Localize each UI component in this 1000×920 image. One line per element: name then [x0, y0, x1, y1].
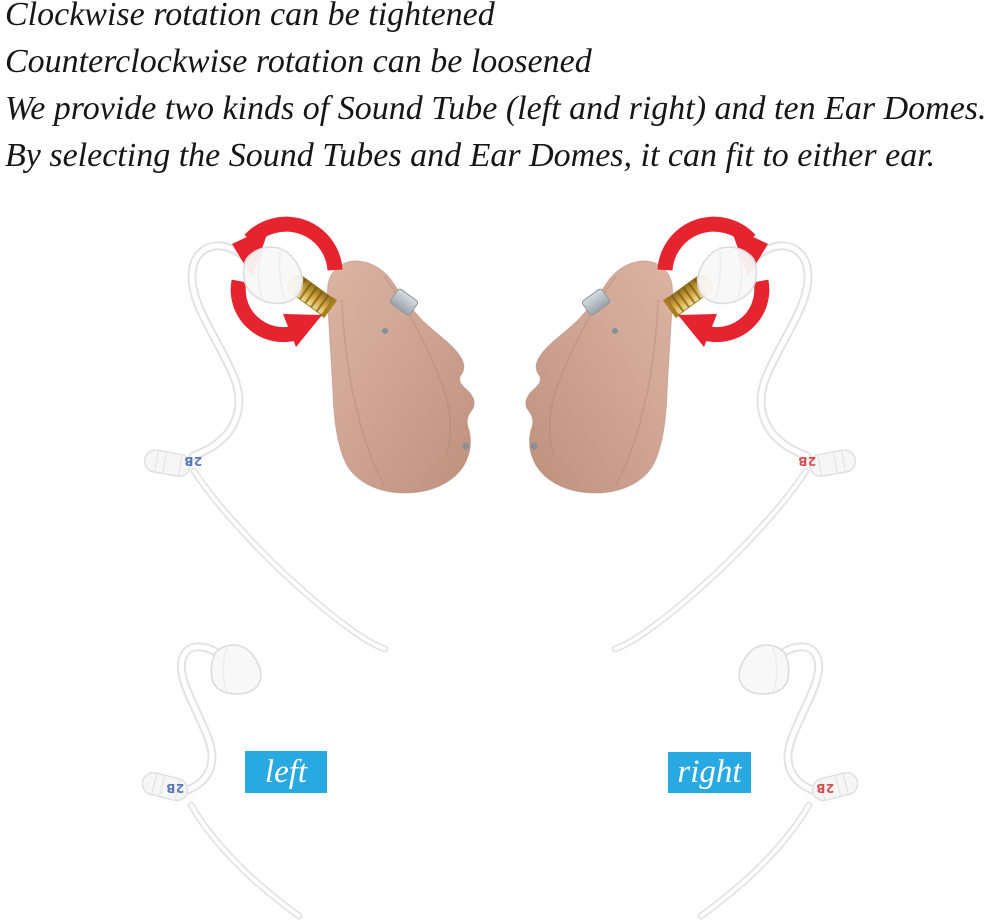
right-side-assembly-mirrored — [526, 224, 860, 916]
left-side-assembly — [140, 224, 474, 916]
instruction-line-1: Clockwise rotation can be tightened — [5, 0, 495, 33]
left-tube-label: left — [245, 751, 327, 793]
right-tube-label: right — [668, 752, 751, 793]
tube-size-marking-lower-left: 2B — [165, 781, 185, 795]
hearing-aid-device — [143, 224, 474, 649]
ear-dome — [244, 247, 303, 303]
instruction-line-3: We provide two kinds of Sound Tube (left and right) and ten Ear Domes. — [5, 90, 987, 127]
instruction-line-4: By selecting the Sound Tubes and Ear Domes, it can fit to either ear. — [5, 137, 936, 174]
tube-size-marking-lower-right: 2B — [815, 781, 835, 795]
tube-size-marking-upper-right: 2B — [797, 454, 817, 468]
tube-size-marking-upper-left: 2B — [183, 454, 203, 468]
ear-dome — [211, 645, 261, 694]
instruction-line-2: Counterclockwise rotation can be loosened — [5, 43, 592, 80]
microphone-hole — [382, 328, 388, 334]
microphone-hole — [463, 443, 470, 450]
